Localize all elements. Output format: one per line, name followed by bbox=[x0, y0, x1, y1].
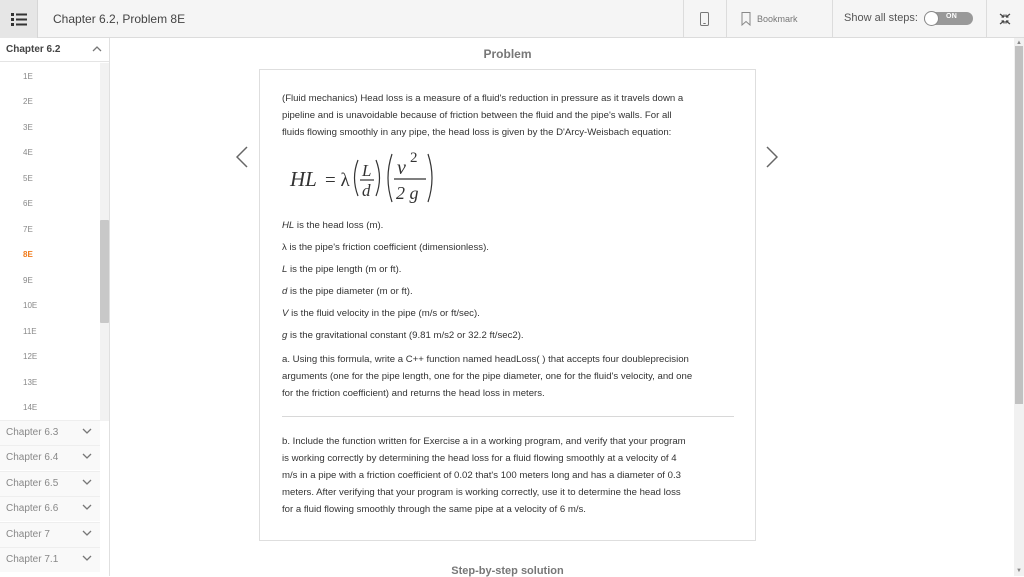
chapter-item-6-3[interactable] bbox=[0, 420, 100, 445]
definition-symbol: V bbox=[282, 308, 289, 319]
chapter-item-7-1[interactable] bbox=[0, 547, 100, 572]
problem-item-11e[interactable]: 11E bbox=[23, 327, 37, 336]
part-a-line: arguments (one for the pipe length, one for the pipe diameter, one for the fluid's velocity, and one bbox=[282, 371, 693, 382]
chapter-item-6-4[interactable] bbox=[0, 445, 100, 470]
toolbar-divider bbox=[683, 0, 684, 38]
intro-line: (Fluid mechanics) Head loss is a measure of a fluid's reduction in pressure as it travels down a bbox=[282, 93, 684, 104]
chevron-left-icon bbox=[236, 146, 248, 168]
part-b-text bbox=[282, 433, 737, 518]
problem-item-5e[interactable]: 5E bbox=[23, 174, 33, 183]
solution-heading: Step-by-step solution bbox=[451, 565, 564, 577]
collapse-arrows-icon bbox=[999, 13, 1011, 25]
definition-text: is the pipe length (m or ft). bbox=[287, 264, 402, 275]
definition-text: is the pipe diameter (m or ft). bbox=[287, 286, 413, 297]
definition-l bbox=[282, 264, 401, 275]
main-scrollbar-thumb[interactable] bbox=[1015, 46, 1023, 404]
definition-symbol: λ bbox=[282, 242, 287, 253]
left-paren bbox=[388, 154, 392, 202]
chapter-item-7[interactable] bbox=[0, 522, 100, 547]
formula-frac2-num: v bbox=[397, 157, 406, 179]
toolbar-divider bbox=[832, 0, 833, 38]
top-bar bbox=[0, 0, 1024, 38]
toggle-state-label: ON bbox=[946, 13, 958, 20]
definition-hl bbox=[282, 220, 383, 231]
bookmark-label: Bookmark bbox=[757, 14, 798, 24]
problem-item-8e-active[interactable]: 8E bbox=[23, 250, 33, 259]
collapse-button[interactable] bbox=[992, 0, 1018, 38]
sidebar-scrollbar-thumb[interactable] bbox=[100, 220, 109, 323]
definition-symbol: g bbox=[282, 330, 288, 341]
definition-symbol: HL bbox=[282, 220, 295, 231]
problem-item-12e[interactable]: 12E bbox=[23, 352, 38, 361]
formula-equals: = λ bbox=[325, 170, 350, 191]
chevron-down-icon bbox=[82, 479, 92, 486]
section-divider bbox=[282, 416, 734, 417]
definition-text: is the gravitational constant (9.81 m/s2 or 32.2 ft/sec2). bbox=[287, 330, 524, 341]
chevron-down-icon bbox=[82, 555, 92, 562]
problem-item-6e[interactable]: 6E bbox=[23, 199, 33, 208]
chapter-label: Chapter 6.4 bbox=[6, 452, 59, 463]
chevron-down-icon bbox=[82, 530, 92, 537]
definition-text: is the fluid velocity in the pipe (m/s or ft/sec). bbox=[288, 308, 480, 319]
page-title: Chapter 6.2, Problem 8E bbox=[53, 12, 186, 26]
intro-line: pipeline and is unavoidable because of friction between the fluid and the pipe's walls. For all bbox=[282, 110, 672, 121]
problem-item-14e[interactable]: 14E bbox=[23, 403, 38, 412]
problem-item-13e[interactable]: 13E bbox=[23, 378, 38, 387]
show-all-steps-toggle[interactable] bbox=[924, 12, 973, 25]
formula-frac2-den: 2 g bbox=[396, 183, 419, 203]
part-b-line: meters. After verifying that your program is working correctly, use it to determine the head loss bbox=[282, 487, 681, 498]
chevron-down-icon bbox=[82, 504, 92, 511]
part-b-line: for a fluid flowing smoothly through the same pipe at a velocity of 6 m/s. bbox=[282, 504, 586, 515]
chapter-label: Chapter 7 bbox=[6, 529, 50, 540]
chevron-right-icon bbox=[766, 146, 778, 168]
part-a-text bbox=[282, 351, 737, 402]
scroll-up-arrow-icon[interactable]: ▲ bbox=[1016, 40, 1022, 46]
sidebar-current-chapter[interactable] bbox=[0, 38, 110, 62]
next-problem-button[interactable] bbox=[761, 143, 783, 171]
intro-line: fluids flowing smoothly in any pipe, the head loss is given by the D'Arcy-Weisbach equation: bbox=[282, 127, 672, 138]
definition-lambda bbox=[282, 242, 489, 253]
show-all-steps-label: Show all steps: bbox=[844, 12, 918, 24]
main-content bbox=[111, 38, 1014, 576]
definition-d bbox=[282, 286, 413, 297]
chapter-item-6-5[interactable] bbox=[0, 471, 100, 496]
part-a-line: for the friction coefficient) and returns the head loss in meters. bbox=[282, 388, 545, 399]
right-paren bbox=[376, 160, 380, 196]
bookmark-icon bbox=[741, 12, 751, 26]
left-paren bbox=[355, 160, 359, 196]
formula-frac1-num: L bbox=[362, 161, 372, 180]
chapter-label: Chapter 6.6 bbox=[6, 503, 59, 514]
sidebar bbox=[0, 38, 110, 576]
bookmark-button[interactable] bbox=[741, 10, 798, 28]
previous-problem-button[interactable] bbox=[231, 143, 253, 171]
chevron-down-icon bbox=[82, 453, 92, 460]
formula-frac2-exp: 2 bbox=[410, 150, 418, 166]
problem-item-10e[interactable]: 10E bbox=[23, 301, 38, 310]
toolbar-divider bbox=[726, 0, 727, 38]
problem-item-9e[interactable]: 9E bbox=[23, 276, 33, 285]
toolbar-divider bbox=[986, 0, 987, 38]
problem-heading: Problem bbox=[483, 47, 532, 61]
problem-item-4e[interactable]: 4E bbox=[23, 148, 33, 157]
chapter-label: Chapter 6.5 bbox=[6, 478, 59, 489]
problem-item-7e[interactable]: 7E bbox=[23, 225, 33, 234]
chapter-label: Chapter 6.3 bbox=[6, 427, 59, 438]
part-a-line: a. Using this formula, write a C++ function named headLoss( ) that accepts four doubleprecision bbox=[282, 354, 689, 365]
list-menu-icon bbox=[11, 13, 27, 26]
mobile-device-icon bbox=[700, 12, 709, 26]
problem-item-2e[interactable]: 2E bbox=[23, 97, 33, 106]
definition-v bbox=[282, 308, 480, 319]
part-b-line: is working correctly by determining the head loss for a fluid flowing smoothly at a velocity of 4 bbox=[282, 453, 677, 464]
problem-intro bbox=[282, 90, 737, 141]
chapter-item-6-6[interactable] bbox=[0, 496, 100, 521]
toggle-knob bbox=[924, 11, 939, 26]
chevron-up-icon bbox=[92, 45, 102, 52]
chapter-label: Chapter 7.1 bbox=[6, 554, 59, 565]
problem-list bbox=[0, 63, 100, 423]
definition-text: is the head loss (m). bbox=[294, 220, 384, 231]
menu-toggle-button[interactable] bbox=[0, 0, 38, 38]
problem-item-1e[interactable]: 1E bbox=[23, 72, 33, 81]
current-chapter-label: Chapter 6.2 bbox=[6, 44, 61, 55]
definition-symbol: L bbox=[282, 264, 288, 275]
chevron-down-icon bbox=[82, 428, 92, 435]
scroll-down-arrow-icon[interactable]: ▼ bbox=[1016, 568, 1022, 574]
problem-card bbox=[259, 69, 756, 541]
definition-g bbox=[282, 330, 524, 341]
formula-frac1-den: d bbox=[362, 181, 371, 200]
part-b-line: b. Include the function written for Exercise a in a working program, and verify that your program bbox=[282, 436, 686, 447]
device-view-button[interactable] bbox=[690, 0, 718, 38]
definition-text: is the pipe's friction coefficient (dimensionless). bbox=[286, 242, 489, 253]
formula-lhs: HL bbox=[290, 167, 317, 191]
definition-symbol: d bbox=[282, 286, 288, 297]
part-b-line: m/s in a pipe with a friction coefficient of 0.02 that's 100 meters long and has a diameter of 0.3 bbox=[282, 470, 681, 481]
problem-item-3e[interactable]: 3E bbox=[23, 123, 33, 132]
right-paren bbox=[428, 154, 432, 202]
darcy-weisbach-formula bbox=[288, 144, 448, 206]
